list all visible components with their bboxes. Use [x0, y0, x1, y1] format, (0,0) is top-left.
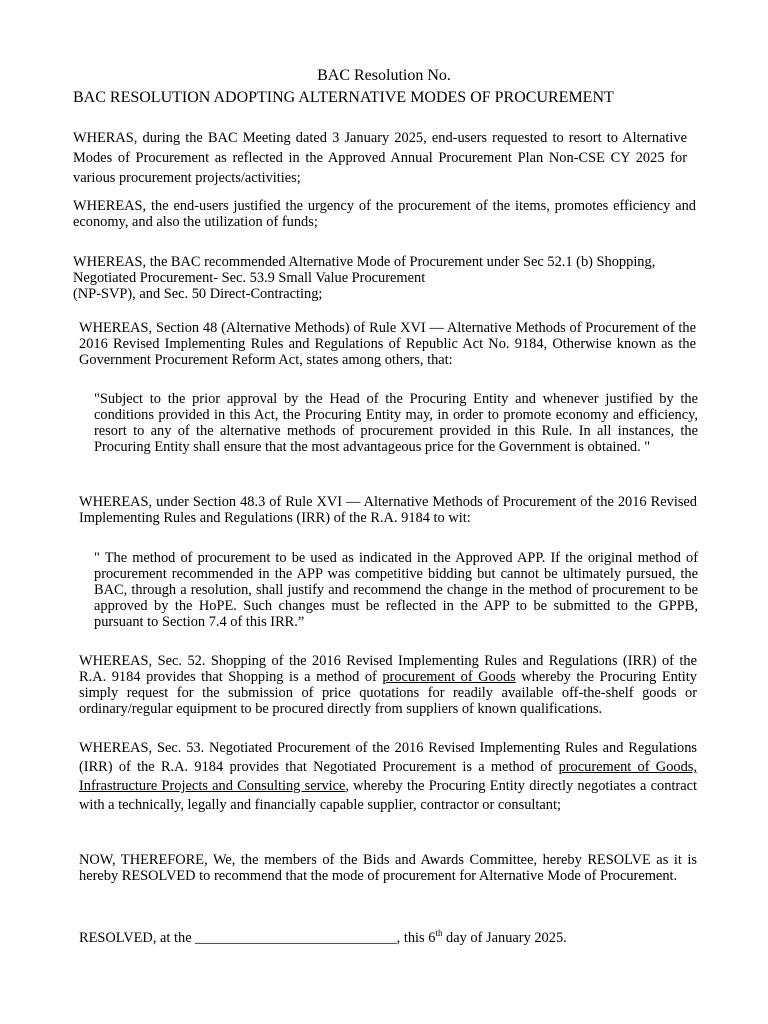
resolve-paragraph: NOW, THEREFORE, We, the members of the Bids and Awards Committee, hereby RESOLVE as it is hereby RESOLVED to recommend that the mode of procurement for Alternative Mode of Procurement.	[79, 852, 697, 884]
paragraph-3-line-2: Negotiated Procurement- Sec. 53.9 Small Value Procurement	[73, 270, 426, 286]
paragraph-6-text-b: whereby the Procuring Entity simply request for the submission of price quotations for readily available off-the-shelf goods or ordinary/regular equipment to be procured directly from suppliers of known qualifications.	[79, 669, 698, 717]
paragraph-7-text-b: , whereby the Procuring Entity directly negotiates a contract with a technically, legally and financially capable supplier, contractor or consultant;	[79, 778, 697, 813]
resolved-line	[79, 929, 567, 947]
quoted-provision-1: "Subject to the prior approval by the Head of the Procuring Entity and whenever justified by the conditions provided in this Act, the Procuring Entity may, in order to promote economy and efficiency, resort to any of the alternative methods of procurement provided in this Rule. In all instances, the Procuring Entity shall ensure that the most advantageous price for the Government is obtained. "	[94, 391, 698, 455]
whereas-paragraph-1: WHERAS, during the BAC Meeting dated 3 January 2025, end-users requested to resort to Alternative Modes of Procurement as reflected in the Approved Annual Procurement Plan Non-CSE CY 2025 for various procurement projects/activities;	[73, 130, 687, 186]
paragraph-7-underlined: procurement of Goods, Infrastructure Projects and Consulting service	[79, 759, 697, 794]
paragraph-3-line-3: (NP-SVP), and Sec. 50 Direct-Contracting;	[73, 286, 323, 302]
ordinal-suffix: th	[435, 928, 443, 939]
quoted-provision-2: " The method of procurement to be used as indicated in the Approved APP. If the original method of procurement recommended in the APP was competitive bidding but cannot be ultimately pursued, the BAC, through a resolution, shall justify and recommend the change in the method of procurement to be approved by the HoPE. Such changes must be reflected in the APP to be submitted to the GPPB, pursuant to Section 7.4 of this IRR.”	[94, 550, 698, 630]
paragraph-6-text-a: WHEREAS, Sec. 52. Shopping of the 2016 Revised Implementing Rules and Regulations (IRR) of the R.A. 9184 provides that Shopping is a method of	[79, 653, 697, 685]
resolution-number: BAC Resolution No.	[317, 67, 451, 84]
whereas-paragraph-5: WHEREAS, under Section 48.3 of Rule XVI — Alternative Methods of Procurement of the 2016 Revised Implementing Rules and Regulations (IRR) of the R.A. 9184 to wit:	[79, 494, 697, 526]
resolution-title: BAC RESOLUTION ADOPTING ALTERNATIVE MODES OF PROCUREMENT	[73, 89, 614, 106]
whereas-paragraph-2: WHEREAS, the end-users justified the urgency of the procurement of the items, promotes efficiency and economy, and also the utilization of funds;	[73, 198, 696, 230]
paragraph-6-underlined: procurement of Goods	[382, 669, 516, 685]
whereas-paragraph-4: WHEREAS, Section 48 (Alternative Methods) of Rule XVI — Alternative Methods of Procurement of the 2016 Revised Implementing Rules and Regulations of Republic Act No. 9184, Otherwise known as the Government Procurement Reform Act, states among others, that:	[79, 320, 696, 368]
paragraph-7-text-a: WHEREAS, Sec. 53. Negotiated Procurement of the 2016 Revised Implementing Rules and Regulations (IRR) of the R.A. 9184 provides that Negotiated Procurement is a method of	[79, 740, 697, 775]
resolved-text-a: RESOLVED, at the ____________________________, this 6	[79, 930, 436, 946]
whereas-paragraph-3	[73, 254, 697, 302]
paragraph-3-line-1: WHEREAS, the BAC recommended Alternative Mode of Procurement under Sec 52.1 (b) Shopping,	[73, 254, 656, 270]
resolved-text-b: day of January 2025.	[442, 930, 567, 946]
whereas-paragraph-6	[79, 653, 697, 717]
whereas-paragraph-7	[79, 739, 697, 815]
